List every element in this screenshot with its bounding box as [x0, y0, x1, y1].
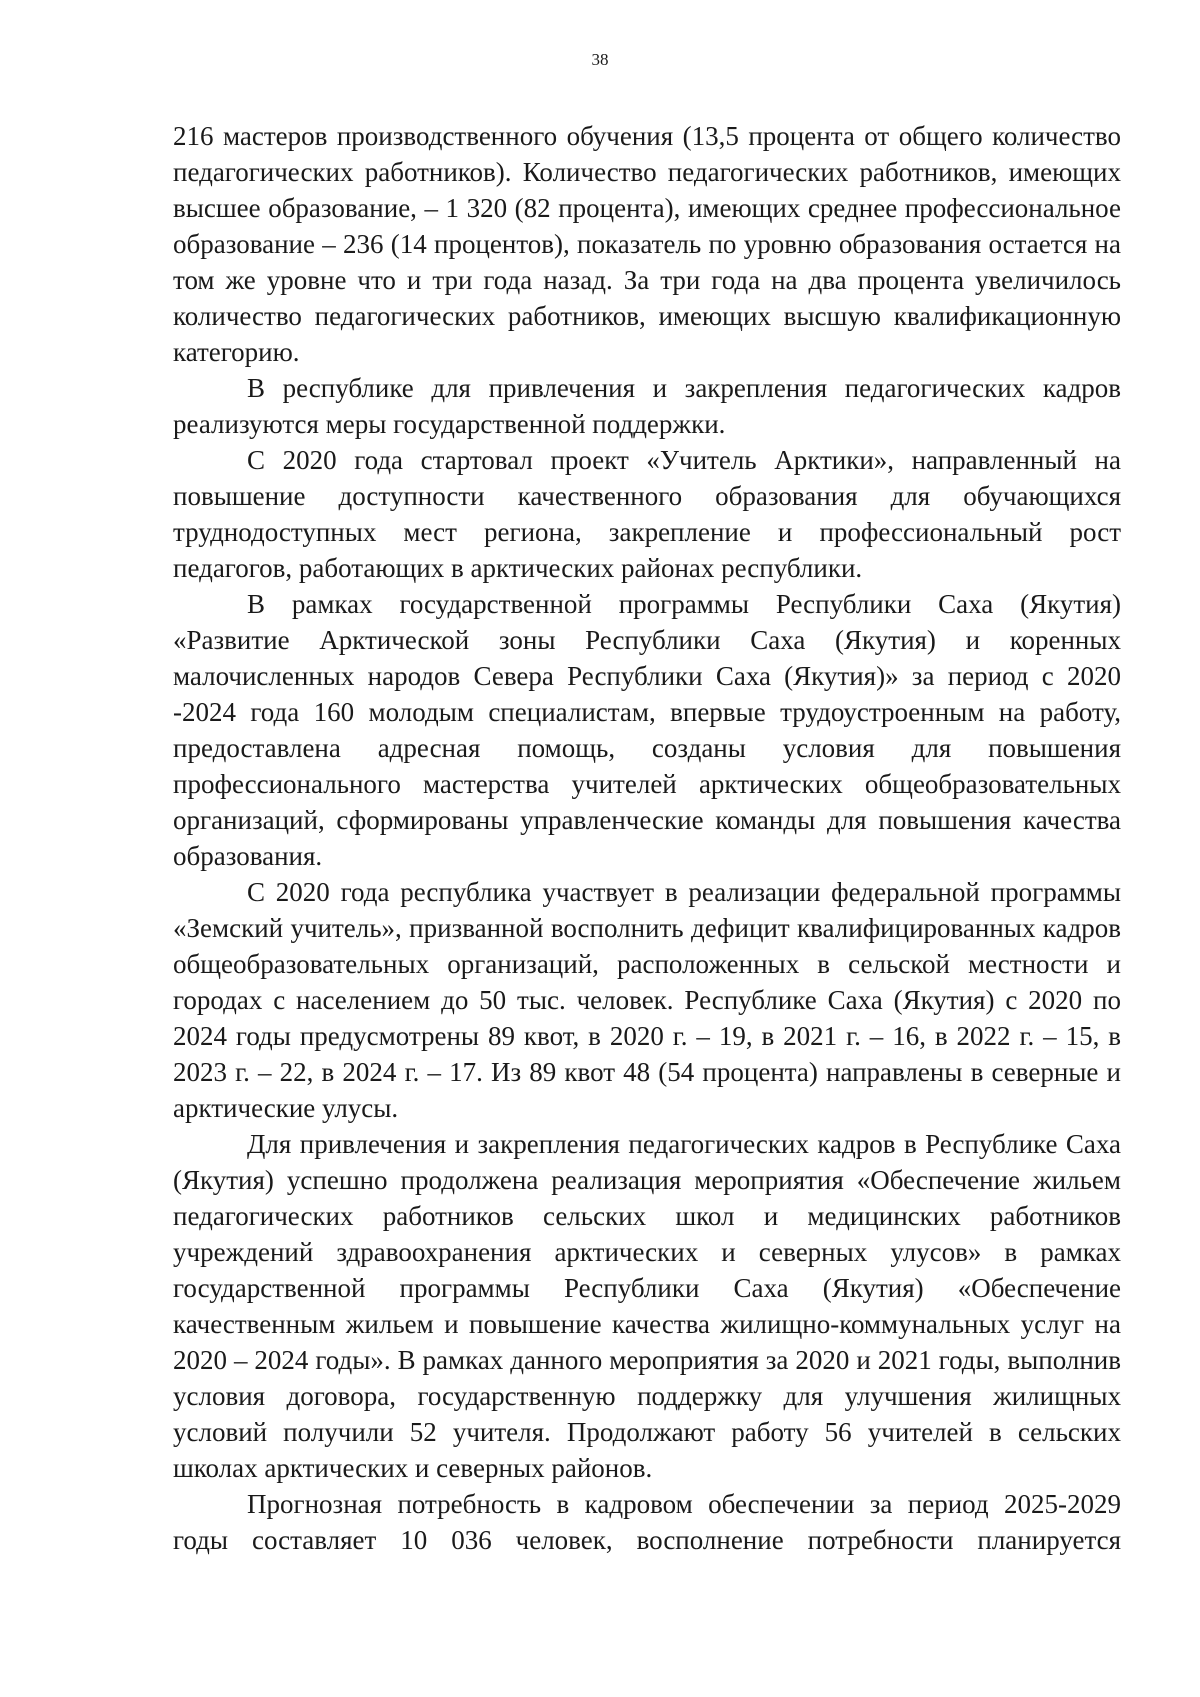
paragraph-zemsky-teacher: С 2020 года республика участвует в реализации федеральной программы «Земский учитель», призванной восполнить дефицит квалифицированных кадров общеобразовательных организаций, расположенных в сельской местности и городах с населением до 50 тыс. человек. Республике Саха (Якутия) с 2020 по 2024 годы предусмотрены 89 квот, в 2020 г. – 19, в 2021 г. – 16, в 2022 г. – 15, в 2023 г. – 22, в 2024 г. – 17. Из 89 квот 48 (54 процента) направлены в северные и арктические улусы. — [173, 877, 1121, 1123]
paragraph-arctic-teacher-project: С 2020 года стартовал проект «Учитель Арктики», направленный на повышение доступности качественного образования для обучающихся труднодоступных мест региона, закрепление и профессиональный рост педагогов, работающих в арктических районах республики. — [173, 445, 1121, 583]
paragraph-housing-program: Для привлечения и закрепления педагогических кадров в Республике Саха (Якутия) успешно продолжена реализация мероприятия «Обеспечение жильем педагогических работников сельских школ и медицинских работников учреждений здравоохранения арктических и северных улусов» в рамках государственной программы Республики Саха (Якутия) «Обеспечение качественным жильем и повышение качества жилищно-коммунальных услуг на 2020 – 2024 годы». В рамках данного мероприятия за 2020 и 2021 годы, выполнив условия договора, государственную поддержку для улучшения жилищных условий получили 52 учителя. Продолжают работу 56 учителей в сельских школах арктических и северных районов. — [173, 1129, 1121, 1483]
paragraph-staffing-forecast: Прогнозная потребность в кадровом обеспечении за период 2025-2029 годы составляет 10 036 человек, восполнение потребности планируется — [173, 1489, 1121, 1555]
paragraph-staff-education: 216 мастеров производственного обучения (13,5 процента от общего количество педагогических работников). Количество педагогических работников, имеющих высшее образование, – 1 320 (82 процента), имеющих среднее профессиональное образование – 236 (14 процентов), показатель по уровню образования остается на том же уровне что и три года назад. За три года на два процента увеличилось количество педагогических работников, имеющих высшую квалификационную категорию. — [173, 121, 1121, 367]
paragraph-arctic-zone-program: В рамках государственной программы Республики Саха (Якутия) «Развитие Арктической зоны Республики Саха (Якутия) и коренных малочисленных народов Севера Республики Саха (Якутия)» за период с 2020 -2024 года 160 молодым специалистам, впервые трудоустроенным на работу, предоставлена адресная помощь, созданы условия для повышения профессионального мастерства учителей арктических общеобразовательных организаций, сформированы управленческие команды для повышения качества образования. — [173, 589, 1121, 871]
paragraph-state-support: В республике для привлечения и закрепления педагогических кадров реализуются меры государственной поддержки. — [173, 373, 1121, 439]
document-body — [173, 118, 1121, 1558]
page-number: 38 — [591, 50, 609, 69]
